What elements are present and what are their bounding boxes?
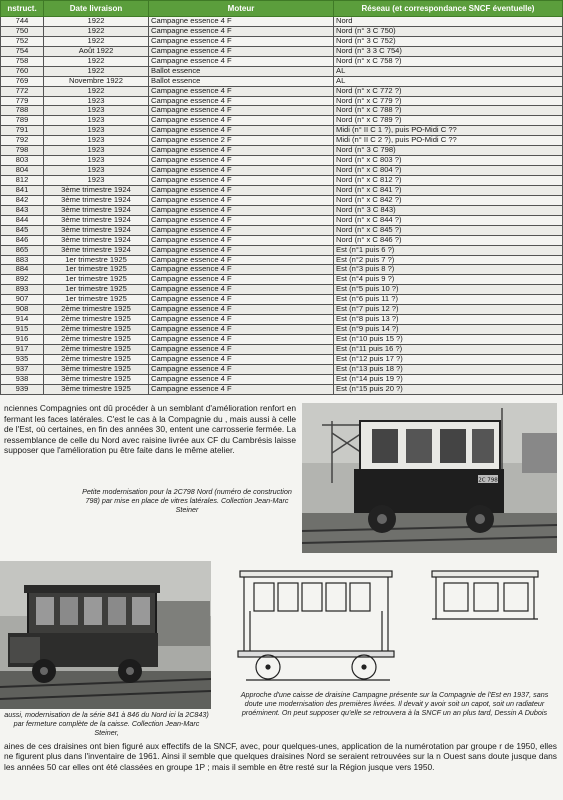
cell-construction: 883 — [1, 255, 44, 265]
cell-motor: Campagne essence 4 F — [149, 315, 334, 325]
cell-motor: Campagne essence 4 F — [149, 106, 334, 116]
cell-date: 3ème trimestre 1924 — [44, 185, 149, 195]
cell-network: Nord — [334, 17, 563, 27]
cell-construction: 803 — [1, 156, 44, 166]
cell-date: 1922 — [44, 17, 149, 27]
cell-construction: 893 — [1, 285, 44, 295]
photo-draisine-2c843 — [0, 561, 211, 709]
cell-network: Nord (n° x C 845 ?) — [334, 225, 563, 235]
cell-construction: 788 — [1, 106, 44, 116]
cell-network: Nord (n° 3 C 798) — [334, 146, 563, 156]
cell-motor: Campagne essence 4 F — [149, 126, 334, 136]
cell-construction: 791 — [1, 126, 44, 136]
caisse-drawing-image — [232, 563, 557, 683]
cell-construction: 937 — [1, 364, 44, 374]
table-row — [1, 325, 563, 335]
caption-2c843: aussi, modernisation de la série 841 à 846 du Nord ici la 2C843) par fermeture complète de la caisse. Collection Jean-Marc Steiner, — [4, 710, 209, 738]
cell-construction: 917 — [1, 344, 44, 354]
cell-network: Est (n°3 puis 8 ?) — [334, 265, 563, 275]
table-row — [1, 17, 563, 27]
table-row — [1, 275, 563, 285]
cell-construction: 843 — [1, 205, 44, 215]
table-row — [1, 354, 563, 364]
cell-motor: Campagne essence 4 F — [149, 295, 334, 305]
table-row — [1, 225, 563, 235]
cell-construction: 798 — [1, 146, 44, 156]
cell-network: Nord (n° 3 C 750) — [334, 26, 563, 36]
cell-motor: Ballot essence — [149, 66, 334, 76]
cell-construction: 884 — [1, 265, 44, 275]
cell-motor: Campagne essence 4 F — [149, 185, 334, 195]
cell-motor: Campagne essence 4 F — [149, 344, 334, 354]
cell-date: 1922 — [44, 36, 149, 46]
table-row — [1, 235, 563, 245]
table-row — [1, 56, 563, 66]
cell-date: 3ème trimestre 1924 — [44, 225, 149, 235]
cell-network: Nord (n° 3 C 752) — [334, 36, 563, 46]
cell-motor: Campagne essence 4 F — [149, 26, 334, 36]
cell-construction: 938 — [1, 374, 44, 384]
draisine-2c843-image — [0, 561, 211, 709]
cell-network: Nord (n° 3 3 C 754) — [334, 46, 563, 56]
cell-date: 1923 — [44, 166, 149, 176]
cell-network: Nord (n° x C 788 ?) — [334, 106, 563, 116]
cell-date: 1923 — [44, 146, 149, 156]
cell-network: Nord (n° x C 789 ?) — [334, 116, 563, 126]
table-row — [1, 185, 563, 195]
cell-motor: Campagne essence 4 F — [149, 195, 334, 205]
cell-motor: Campagne essence 4 F — [149, 285, 334, 295]
cell-motor: Campagne essence 4 F — [149, 116, 334, 126]
cell-network: Est (n°11 puis 16 ?) — [334, 344, 563, 354]
cell-date: 3ème trimestre 1924 — [44, 205, 149, 215]
cell-construction: 754 — [1, 46, 44, 56]
cell-construction: 846 — [1, 235, 44, 245]
table-row — [1, 36, 563, 46]
cab-number-plate: 2C 798 — [478, 477, 498, 484]
table-row — [1, 136, 563, 146]
cell-construction: 908 — [1, 305, 44, 315]
table-row — [1, 26, 563, 36]
cell-network: Nord (n° x C 779 ?) — [334, 96, 563, 106]
cell-date: 3ème trimestre 1924 — [44, 195, 149, 205]
cell-motor: Campagne essence 4 F — [149, 215, 334, 225]
cell-motor: Campagne essence 4 F — [149, 56, 334, 66]
cell-motor: Campagne essence 4 F — [149, 86, 334, 96]
cell-date: 3ème trimestre 1924 — [44, 235, 149, 245]
cell-date: 1er trimestre 1925 — [44, 255, 149, 265]
cell-network: Midi (n° II C 2 ?), puis PO-Midi C ?? — [334, 136, 563, 146]
cell-construction: 804 — [1, 166, 44, 176]
table-row — [1, 176, 563, 186]
cell-network: Est (n°15 puis 20 ?) — [334, 384, 563, 394]
cell-date: 1er trimestre 1925 — [44, 295, 149, 305]
table-row — [1, 126, 563, 136]
cell-motor: Campagne essence 4 F — [149, 205, 334, 215]
cell-motor: Campagne essence 4 F — [149, 17, 334, 27]
caption-caisse-est: Approche d'une caisse de draisine Campagne présente sur la Compagnie de l'Est en 1937, sans doute une modernisation des premières livrées. Il devait y avoir soit un capot, soit un radiateur proéminent. On peut supposer qu'elle se retrouvera à la SNCF un an plus tard, Dessin A Dubois — [240, 690, 549, 718]
cell-network: Nord (n° x C 803 ?) — [334, 156, 563, 166]
cell-date: 1923 — [44, 106, 149, 116]
cell-date: 3ème trimestre 1925 — [44, 364, 149, 374]
cell-motor: Campagne essence 4 F — [149, 384, 334, 394]
cell-date: 1922 — [44, 26, 149, 36]
cell-date: 1er trimestre 1925 — [44, 275, 149, 285]
table-row — [1, 305, 563, 315]
cell-network: Est (n°12 puis 17 ?) — [334, 354, 563, 364]
col-header-date: Date livraison — [44, 1, 149, 17]
table-row — [1, 315, 563, 325]
cell-motor: Ballot essence — [149, 76, 334, 86]
cell-motor: Campagne essence 4 F — [149, 364, 334, 374]
cell-date: 2ème trimestre 1925 — [44, 344, 149, 354]
cell-network: Midi (n° II C 1 ?), puis PO-Midi C ?? — [334, 126, 563, 136]
cell-network: Nord (n° x C 842 ?) — [334, 195, 563, 205]
cell-date: 1er trimestre 1925 — [44, 285, 149, 295]
cell-date: 1923 — [44, 156, 149, 166]
cell-construction: 907 — [1, 295, 44, 305]
cell-motor: Campagne essence 4 F — [149, 354, 334, 364]
cell-construction: 865 — [1, 245, 44, 255]
table-row — [1, 344, 563, 354]
cell-motor: Campagne essence 4 F — [149, 166, 334, 176]
intro-paragraph: nciennes Compagnies ont dû procéder à un semblant d'amélioration renfort en fermant les faces latérales. C'est le cas à la Compagnie du , mais aussi à celle de l'Est, où certaines, en fin des années 30, entent une carrosserie fermée. La ressemblance de celle du Nord avec raisine livrée aux CF du Cambrésis laisse supposer que l'amélioration pu être faite dans le même atelier. — [4, 403, 296, 456]
cell-date: 2ème trimestre 1925 — [44, 354, 149, 364]
table-row — [1, 285, 563, 295]
cell-construction: 939 — [1, 384, 44, 394]
photo-draisine-2c798 — [302, 403, 557, 553]
cell-motor: Campagne essence 4 F — [149, 305, 334, 315]
cell-network: Est (n°8 puis 13 ?) — [334, 315, 563, 325]
cell-date: 3ème trimestre 1924 — [44, 245, 149, 255]
table-row — [1, 215, 563, 225]
cell-network: Est (n°7 puis 12 ?) — [334, 305, 563, 315]
cell-date: 1er trimestre 1925 — [44, 265, 149, 275]
table-row — [1, 76, 563, 86]
cell-motor: Campagne essence 4 F — [149, 275, 334, 285]
cell-motor: Campagne essence 4 F — [149, 46, 334, 56]
table-row — [1, 255, 563, 265]
cell-date: Novembre 1922 — [44, 76, 149, 86]
drawing-caisse-est — [232, 563, 557, 683]
cell-motor: Campagne essence 4 F — [149, 156, 334, 166]
table-row — [1, 166, 563, 176]
table-row — [1, 46, 563, 56]
cell-network: Nord (n° x C 812 ?) — [334, 176, 563, 186]
closing-paragraph: aines de ces draisines ont bien figuré aux effectifs de la SNCF, avec, pour quelques-unes, application de la numérotation par groupe r de 1950, elles ne figurent plus dans l'inventaire de 1961. Ainsi il semble que quelques draisines Nord se seraient retrouvées sur la n Ouest sans doute jusque dans les années 50 car elles ont été classées en groupe 1P ; mais il semble en être resté sur la Région jusque vers 1950. — [4, 741, 557, 772]
cell-network: Est (n°14 puis 19 ?) — [334, 374, 563, 384]
cell-date: 3ème trimestre 1924 — [44, 215, 149, 225]
cell-date: 1922 — [44, 86, 149, 96]
cell-construction: 760 — [1, 66, 44, 76]
cell-network: Est (n°5 puis 10 ?) — [334, 285, 563, 295]
cell-network: Est (n°4 puis 9 ?) — [334, 275, 563, 285]
cell-motor: Campagne essence 4 F — [149, 235, 334, 245]
table-row — [1, 374, 563, 384]
table-row — [1, 205, 563, 215]
cell-construction: 779 — [1, 96, 44, 106]
cell-construction: 792 — [1, 136, 44, 146]
cell-network: Nord (n° x C 841 ?) — [334, 185, 563, 195]
table-row — [1, 116, 563, 126]
cell-construction: 789 — [1, 116, 44, 126]
col-header-network: Réseau (et correspondance SNCF éventuelle) — [334, 1, 563, 17]
cell-network: Est (n°10 puis 15 ?) — [334, 335, 563, 345]
cell-date: Août 1922 — [44, 46, 149, 56]
cell-network: Nord (n° x C 804 ?) — [334, 166, 563, 176]
cell-motor: Campagne essence 4 F — [149, 176, 334, 186]
cell-date: 2ème trimestre 1925 — [44, 335, 149, 345]
table-row — [1, 295, 563, 305]
table-body — [1, 17, 563, 395]
cell-construction: 844 — [1, 215, 44, 225]
table-row — [1, 364, 563, 374]
cell-date: 1922 — [44, 56, 149, 66]
cell-construction: 744 — [1, 17, 44, 27]
table-row — [1, 146, 563, 156]
cell-construction: 842 — [1, 195, 44, 205]
cell-network: Est (n°13 puis 18 ?) — [334, 364, 563, 374]
cell-date: 1923 — [44, 116, 149, 126]
cell-date: 1922 — [44, 66, 149, 76]
cell-date: 3ème trimestre 1925 — [44, 374, 149, 384]
cell-motor: Campagne essence 4 F — [149, 96, 334, 106]
cell-network: Est (n°9 puis 14 ?) — [334, 325, 563, 335]
cell-motor: Campagne essence 4 F — [149, 265, 334, 275]
cell-network: Nord (n° x C 844 ?) — [334, 215, 563, 225]
cell-motor: Campagne essence 2 F — [149, 136, 334, 146]
table-row — [1, 66, 563, 76]
caption-2c798: Petite modernisation pour la 2C798 Nord (numéro de construction 798) par mise en place de vitres latérales. Collection Jean-Marc Steiner — [82, 487, 292, 515]
cell-construction: 812 — [1, 176, 44, 186]
cell-date: 1923 — [44, 136, 149, 146]
table-row — [1, 86, 563, 96]
cell-construction: 915 — [1, 325, 44, 335]
cell-motor: Campagne essence 4 F — [149, 335, 334, 345]
cell-date: 2ème trimestre 1925 — [44, 325, 149, 335]
col-header-motor: Moteur — [149, 1, 334, 17]
cell-motor: Campagne essence 4 F — [149, 225, 334, 235]
cell-date: 3ème trimestre 1925 — [44, 384, 149, 394]
col-header-construction: nstruct. — [1, 1, 44, 17]
cell-network: Nord (n° x C 772 ?) — [334, 86, 563, 96]
cell-construction: 758 — [1, 56, 44, 66]
cell-motor: Campagne essence 4 F — [149, 245, 334, 255]
cell-construction: 845 — [1, 225, 44, 235]
table-row — [1, 106, 563, 116]
cell-construction: 752 — [1, 36, 44, 46]
cell-network: AL — [334, 76, 563, 86]
cell-network: Est (n°1 puis 6 ?) — [334, 245, 563, 255]
cell-date: 1923 — [44, 126, 149, 136]
table-row — [1, 384, 563, 394]
cell-construction: 916 — [1, 335, 44, 345]
cell-motor: Campagne essence 4 F — [149, 255, 334, 265]
cell-motor: Campagne essence 4 F — [149, 325, 334, 335]
cell-construction: 769 — [1, 76, 44, 86]
cell-network: Est (n°2 puis 7 ?) — [334, 255, 563, 265]
cell-date: 2ème trimestre 1925 — [44, 305, 149, 315]
delivery-table — [0, 0, 563, 395]
draisine-2c798-image — [302, 403, 557, 553]
cell-construction: 841 — [1, 185, 44, 195]
cell-construction: 750 — [1, 26, 44, 36]
table-row — [1, 96, 563, 106]
cell-network: Nord (n° x C 846 ?) — [334, 235, 563, 245]
cell-network: AL — [334, 66, 563, 76]
cell-motor: Campagne essence 4 F — [149, 374, 334, 384]
table-row — [1, 335, 563, 345]
table-row — [1, 265, 563, 275]
cell-construction: 935 — [1, 354, 44, 364]
cell-date: 1923 — [44, 176, 149, 186]
cell-date: 2ème trimestre 1925 — [44, 315, 149, 325]
cell-motor: Campagne essence 4 F — [149, 146, 334, 156]
table-row — [1, 245, 563, 255]
cell-construction: 772 — [1, 86, 44, 96]
cell-network: Nord (n° x C 758 ?) — [334, 56, 563, 66]
cell-construction: 914 — [1, 315, 44, 325]
cell-network: Est (n°6 puis 11 ?) — [334, 295, 563, 305]
cell-date: 1923 — [44, 96, 149, 106]
cell-construction: 892 — [1, 275, 44, 285]
table-row — [1, 156, 563, 166]
cell-network: Nord (n° 3 C 843) — [334, 205, 563, 215]
cell-motor: Campagne essence 4 F — [149, 36, 334, 46]
table-row — [1, 195, 563, 205]
table-header-row — [1, 1, 563, 17]
